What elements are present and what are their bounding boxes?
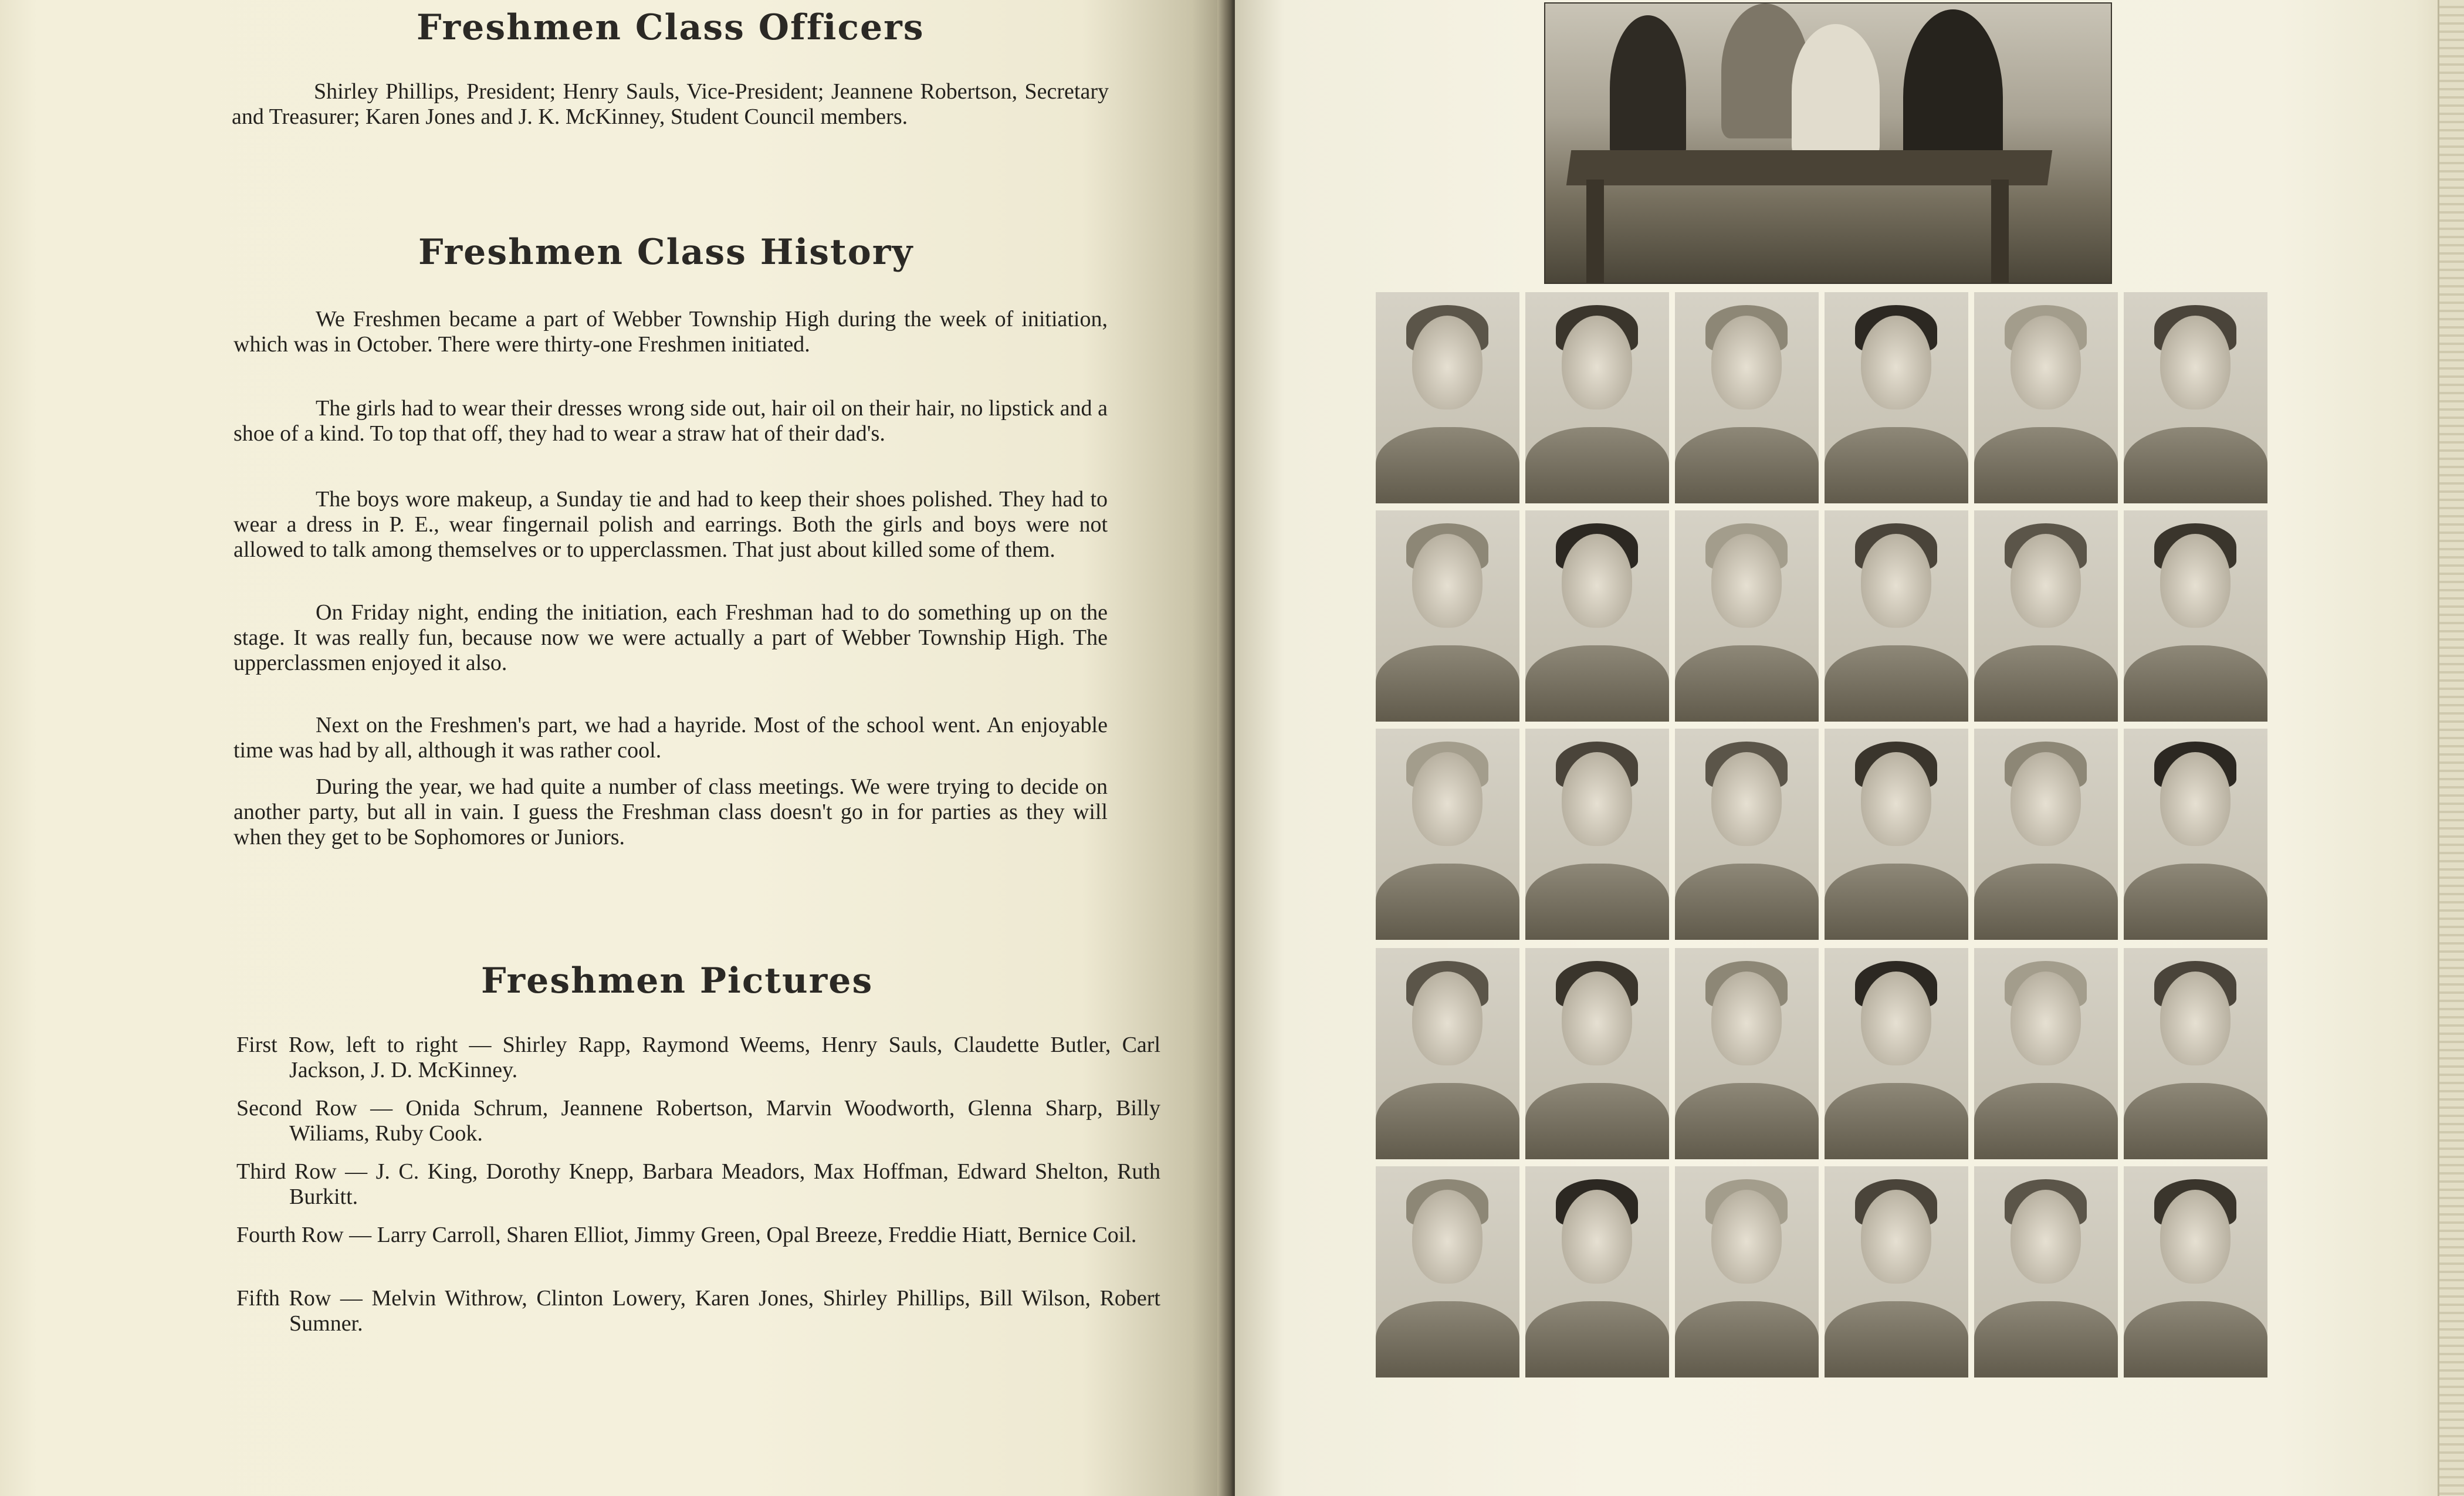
portrait-photo <box>1825 1166 1968 1377</box>
history-paragraph-4: On Friday night, ending the initiation, each Freshman had to do something up on the stage. It was really fun, because now we were actually a part of Webber Township High. The upperclassmen enjoyed it also. <box>233 600 1108 675</box>
caption-third-row: Third Row — J. C. King, Dorothy Knepp, Barbara Meadors, Max Hoffman, Edward Shelton, Ruth Burkitt. <box>236 1159 1160 1209</box>
portrait-photo <box>1376 292 1519 503</box>
history-paragraph-2: The girls had to wear their dresses wrong side out, hair oil on their hair, no lipstick and a shoe of a kind. To top that off, they had to wear a straw hat of their dad's. <box>233 396 1108 446</box>
history-paragraph-5: Next on the Freshmen's part, we had a hayride. Most of the school went. An enjoyable time was had by all, although it was rather cool. <box>233 713 1108 763</box>
caption-second-row: Second Row — Onida Schrum, Jeannene Robertson, Marvin Woodworth, Glenna Sharp, Billy Wiliams, Ruby Cook. <box>236 1096 1160 1146</box>
caption-first-row: First Row, left to right — Shirley Rapp, Raymond Weems, Henry Sauls, Claudette Butler, Carl Jackson, J. D. McKinney. <box>236 1033 1160 1082</box>
history-heading: Freshmen Class History <box>418 232 914 273</box>
portrait-photo <box>1974 292 2118 503</box>
officers-text: Shirley Phillips, President; Henry Sauls, Vice-President; Jeannene Robertson, Secretary and Treasurer; Karen Jones and J. K. McKinney, Student Council members. <box>232 79 1109 129</box>
portrait-photo <box>1675 729 1819 940</box>
portrait-photo <box>1525 292 1669 503</box>
portrait-photo <box>2124 292 2267 503</box>
officers-heading: Freshmen Class Officers <box>417 7 925 48</box>
portrait-photo <box>1974 510 2118 722</box>
portrait-photo <box>1376 729 1519 940</box>
portrait-photo <box>1825 948 1968 1159</box>
portrait-photo <box>2124 729 2267 940</box>
portrait-photo <box>1376 948 1519 1159</box>
officers-group-photo <box>1544 2 2112 284</box>
portrait-photo <box>1525 948 1669 1159</box>
portrait-photo <box>1525 510 1669 722</box>
history-paragraph-3: The boys wore makeup, a Sunday tie and had to keep their shoes polished. They had to wear a dress in P. E., wear fingernail polish and earrings. Both the girls and boys were not allowed to talk among themselves or to upperclassmen. That just about killed some of them. <box>233 487 1108 562</box>
portrait-grid <box>1376 292 2297 1377</box>
portrait-photo <box>1675 948 1819 1159</box>
portrait-photo <box>1525 1166 1669 1377</box>
pictures-heading: Freshmen Pictures <box>481 960 874 1001</box>
portrait-photo <box>2124 1166 2267 1377</box>
portrait-photo <box>1974 948 2118 1159</box>
caption-fourth-row: Fourth Row — Larry Carroll, Sharen Elliot, Jimmy Green, Opal Breeze, Freddie Hiatt, Bernice Coil. <box>236 1223 1137 1247</box>
page-edge <box>2438 0 2464 1496</box>
portrait-photo <box>1825 292 1968 503</box>
caption-fifth-row: Fifth Row — Melvin Withrow, Clinton Lowery, Karen Jones, Shirley Phillips, Bill Wilson, Robert Sumner. <box>236 1286 1160 1336</box>
portrait-photo <box>1675 292 1819 503</box>
history-paragraph-1: We Freshmen became a part of Webber Township High during the week of initiation, which was in October. There were thirty-one Freshmen initiated. <box>233 307 1108 357</box>
portrait-photo <box>1825 510 1968 722</box>
portrait-photo <box>1675 510 1819 722</box>
portrait-photo <box>1525 729 1669 940</box>
portrait-photo <box>2124 948 2267 1159</box>
portrait-photo <box>1974 1166 2118 1377</box>
portrait-photo <box>1825 729 1968 940</box>
portrait-photo <box>1376 510 1519 722</box>
portrait-photo <box>1376 1166 1519 1377</box>
portrait-photo <box>2124 510 2267 722</box>
portrait-photo <box>1675 1166 1819 1377</box>
history-paragraph-6: During the year, we had quite a number of class meetings. We were trying to decide on another party, but all in vain. I guess the Freshman class doesn't go in for parties as they will when they get to be Sophomores or Juniors. <box>233 774 1108 849</box>
portrait-photo <box>1974 729 2118 940</box>
